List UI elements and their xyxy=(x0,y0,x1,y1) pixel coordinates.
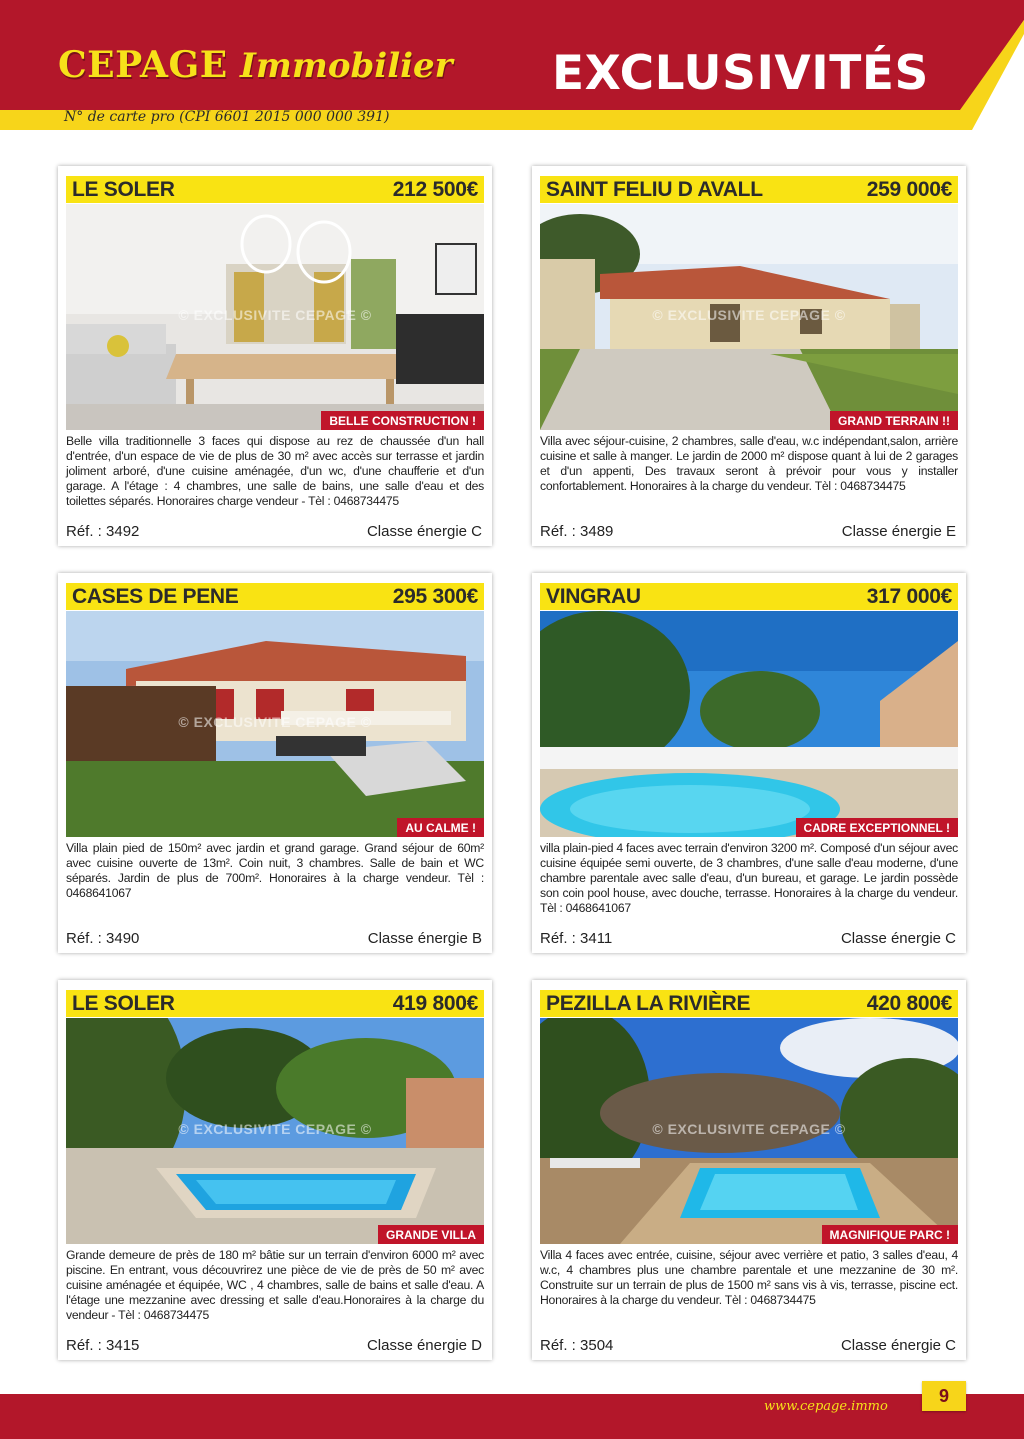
listing-city: VINGRAU xyxy=(546,585,641,608)
listing-energy-class: Classe énergie C xyxy=(840,930,956,947)
listing-badge: AU CALME ! xyxy=(397,818,484,837)
listing-reference: Réf. : 3490 xyxy=(66,930,140,947)
listing-photo[interactable] xyxy=(66,611,484,837)
listing-photo[interactable] xyxy=(540,204,958,430)
brand-logo-cepage: CEPAGE xyxy=(58,44,228,86)
listing-reference: Réf. : 3489 xyxy=(540,523,614,540)
listing-reference: Réf. : 3415 xyxy=(66,1337,140,1354)
listing-photo[interactable] xyxy=(66,204,484,430)
listing-price: 295 300€ xyxy=(392,585,478,608)
listing-price: 420 800€ xyxy=(866,992,952,1015)
listing-header xyxy=(66,176,484,203)
listing-card[interactable] xyxy=(58,980,492,1360)
listing-badge: BELLE CONSTRUCTION ! xyxy=(321,411,484,430)
page-title: EXCLUSIVITÉS xyxy=(552,46,929,101)
listing-card[interactable] xyxy=(58,573,492,953)
listing-card[interactable] xyxy=(58,166,492,546)
listing-description: villa plain-pied 4 faces avec terrain d'environ 3200 m². Composé d'un séjour avec cuisine équipée semi ouverte, de 3 chambres, d'une salle d'eau moderne, d'une chambre parentale avec salle d'eau, d'un bureau, et garage. Le jardin possède son coin pool house, avec douche, terrasse. Honoraires à la charge du vendeur. Tèl : 0468641067 xyxy=(540,841,958,915)
listing-city: CASES DE PENE xyxy=(72,585,239,608)
watermark: © EXCLUSIVITE CEPAGE © xyxy=(652,1121,846,1137)
listing-card[interactable] xyxy=(532,573,966,953)
listing-reference: Réf. : 3492 xyxy=(66,523,140,540)
pool-photo xyxy=(540,611,958,837)
watermark: © EXCLUSIVITE CEPAGE © xyxy=(178,714,372,730)
listing-city: LE SOLER xyxy=(72,992,175,1015)
listing-description: Villa plain pied de 150m² avec jardin et grand garage. Grand séjour de 60m² avec cuisine ouverte de 13m². Coin nuit, 3 chambres. Salle de bain et WC séparés. Jardin de plus de 700m². Honoraires à la charge vendeur. Tèl : 0468641067 xyxy=(66,841,484,900)
listing-reference: Réf. : 3504 xyxy=(540,1337,614,1354)
carte-pro-number: N° de carte pro (CPI 6601 2015 000 000 391) xyxy=(64,109,390,125)
listing-photo[interactable] xyxy=(66,1018,484,1244)
page-header xyxy=(0,0,1024,135)
page-number: 9 xyxy=(922,1381,966,1411)
listing-energy-class: Classe énergie C xyxy=(366,523,482,540)
listing-energy-class: Classe énergie D xyxy=(366,1337,482,1354)
listing-header xyxy=(540,990,958,1017)
website-link[interactable]: www.cepage.immo xyxy=(764,1399,888,1414)
listing-reference: Réf. : 3411 xyxy=(540,930,613,947)
listing-energy-class: Classe énergie C xyxy=(840,1337,956,1354)
listing-header xyxy=(540,583,958,610)
listing-price: 259 000€ xyxy=(866,178,952,201)
listing-photo[interactable] xyxy=(540,1018,958,1244)
listing-city: SAINT FELIU D AVALL xyxy=(546,178,763,201)
listing-price: 212 500€ xyxy=(392,178,478,201)
listing-price: 419 800€ xyxy=(392,992,478,1015)
listing-badge: CADRE EXCEPTIONNEL ! xyxy=(796,818,958,837)
watermark: © EXCLUSIVITE CEPAGE © xyxy=(652,307,846,323)
listing-city: PEZILLA LA RIVIÈRE xyxy=(546,992,751,1015)
listing-energy-class: Classe énergie B xyxy=(367,930,482,947)
listing-badge: GRANDE VILLA xyxy=(378,1225,484,1244)
listing-header xyxy=(66,990,484,1017)
listing-description: Grande demeure de près de 180 m² bâtie sur un terrain d'environ 6000 m² avec piscine. En entrant, vous découvrirez une pièce de vie de près de 50 m² avec cuisine aménagée et équipée, WC , 4 chambres, salle de bains et salle d'eau. A l'étage une mezzanine avec dressing et salle d'eau.Honoraires à la charge du vendeur - Tèl : 0468734475 xyxy=(66,1248,484,1322)
listing-price: 317 000€ xyxy=(866,585,952,608)
listing-badge: GRAND TERRAIN !! xyxy=(830,411,958,430)
watermark: © EXCLUSIVITE CEPAGE © xyxy=(178,307,372,323)
brand-logo-immobilier: Immobilier xyxy=(240,46,453,86)
listing-description: Villa avec séjour-cuisine, 2 chambres, salle d'eau, w.c indépendant,salon, arrière cuisine et salle à manger. Le jardin de 2000 m² dispose quant à lui de 2 garages et d'un appenti, Des travaux seront à prévoir pour vous y installer confortablement. Honoraires à la charge du vendeur. Tèl : 0468734475 xyxy=(540,434,958,493)
listing-badge: MAGNIFIQUE PARC ! xyxy=(822,1225,958,1244)
listing-energy-class: Classe énergie E xyxy=(841,523,956,540)
listing-description: Belle villa traditionnelle 3 faces qui dispose au rez de chaussée d'un hall d'entrée, d'un espace de vie de plus de 30 m² avec accès sur terrasse et jardin joliment arboré, d'une cuisine aménagée, d'un wc, d'une chaufferie et d'un garage. A l'étage : 4 chambres, une salle de bains, une salle d'eau et des toilettes séparés. Honoraires charge vendeur - Tèl : 0468734475 xyxy=(66,434,484,508)
listing-city: LE SOLER xyxy=(72,178,175,201)
listing-description: Villa 4 faces avec entrée, cuisine, séjour avec verrière et patio, 3 salles d'eau, 4 w.c, 4 chambres plus une chambre parentale et une mezzanine de 30 m². Construite sur un terrain de plus de 1500 m² sans vis à vis, terrasse, piscine ect. Honoraires à la charge du vendeur. Tèl : 0468734475 xyxy=(540,1248,958,1307)
listing-card[interactable] xyxy=(532,166,966,546)
watermark: © EXCLUSIVITE CEPAGE © xyxy=(178,1121,372,1137)
listing-card[interactable] xyxy=(532,980,966,1360)
listing-photo[interactable] xyxy=(540,611,958,837)
listing-header xyxy=(540,176,958,203)
listing-header xyxy=(66,583,484,610)
